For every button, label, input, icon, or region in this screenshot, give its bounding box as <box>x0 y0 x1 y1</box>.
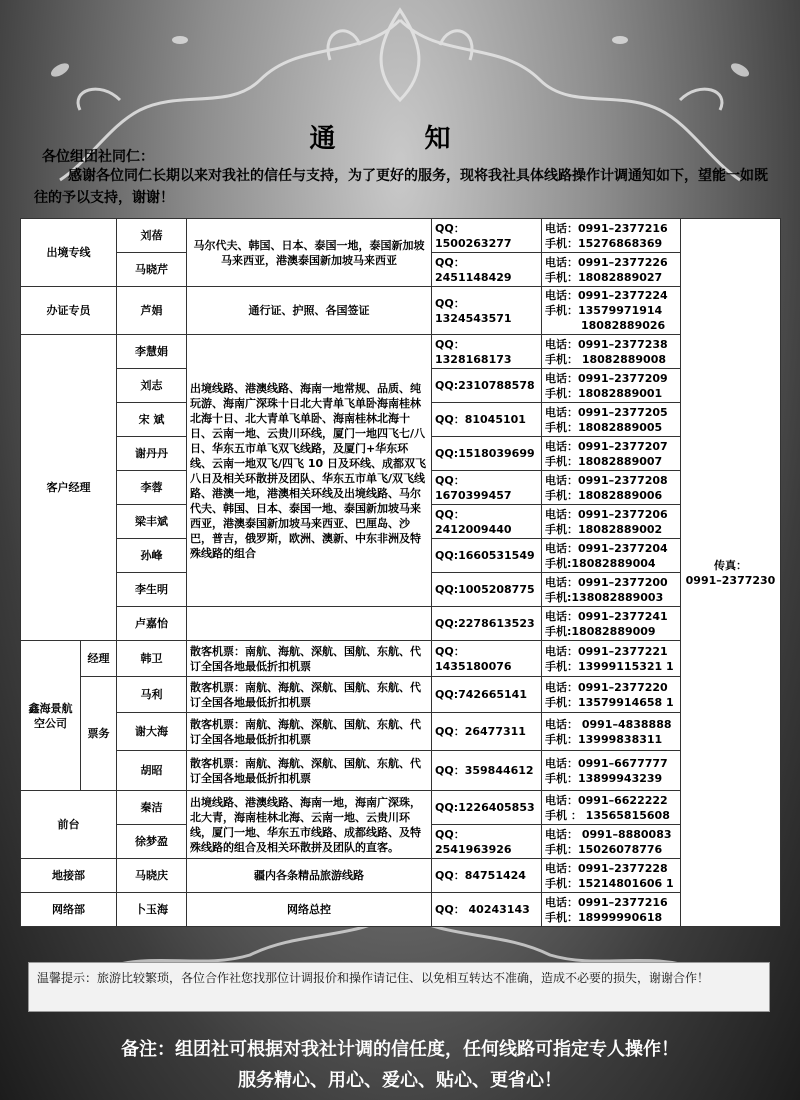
contact: 电话：0991–2377238 手机： 18082889008 <box>542 335 681 369</box>
footer-remark: 备注：组团社可根据对我社计调的信任度，任何线路可指定专人操作！ <box>121 1039 679 1060</box>
contact: 电话：0991–2377206 手机：18082889002 <box>542 505 681 539</box>
person-name: 卢嘉怡 <box>117 607 187 641</box>
qq: QQ:2278613523 <box>432 607 542 641</box>
person-name: 卜玉海 <box>117 893 187 927</box>
person-name: 谢大海 <box>117 713 187 751</box>
contact: 电话：0991–2377205 手机：18082889005 <box>542 403 681 437</box>
intro-text: 感谢各位同仁长期以来对我社的信任与支持，为了更好的服务，现将我社具体线路操作计调通知如下，望能一如既往的予以支持，谢谢！ <box>34 168 768 206</box>
greeting: 各位组团社同仁： <box>42 149 154 165</box>
contact-table <box>20 218 781 927</box>
contact: 电话：0991–2377207 手机：18082889007 <box>542 437 681 471</box>
qq: QQ:1226405853 <box>432 791 542 825</box>
qq: QQ： 40243143 <box>432 893 542 927</box>
role-ticket: 票务 <box>81 677 117 791</box>
table-row <box>21 751 781 791</box>
qq: QQ：81045101 <box>432 403 542 437</box>
qq: QQ:742665141 <box>432 677 542 713</box>
table-row <box>21 713 781 751</box>
contact: 电话：0991–2377226 手机：18082889027 <box>542 253 681 287</box>
table-row <box>21 287 781 335</box>
contact: 电话：0991–2377208 手机：18082889006 <box>542 471 681 505</box>
contact: 电话：0991–2377228 手机：15214801606 1 <box>542 859 681 893</box>
qq: QQ:1005208775 <box>432 573 542 607</box>
table-row <box>21 607 781 641</box>
role-manager: 经理 <box>81 641 117 677</box>
person-name: 谢丹丹 <box>117 437 187 471</box>
qq: QQ：1328168173 <box>432 335 542 369</box>
service-ticket: 散客机票：南航、海航、深航、国航、东航、代订全国各地最低折扣机票 <box>187 713 432 751</box>
contact: 电话：0991–2377220 手机：13579914658 1 <box>542 677 681 713</box>
person-name: 李蓉 <box>117 471 187 505</box>
service-ticket: 散客机票：南航、海航、深航、国航、东航、代订全国各地最低折扣机票 <box>187 677 432 713</box>
person-name: 马晓芹 <box>117 253 187 287</box>
qq: QQ：1500263277 <box>432 219 542 253</box>
service-ticket: 散客机票：南航、海航、深航、国航、东航、代订全国各地最低折扣机票 <box>187 751 432 791</box>
person-name: 李慧娟 <box>117 335 187 369</box>
person-name: 胡昭 <box>117 751 187 791</box>
group-visa: 办证专员 <box>21 287 117 335</box>
person-name: 李生明 <box>117 573 187 607</box>
table-row <box>21 677 781 713</box>
service-ticket: 散客机票：南航、海航、深航、国航、东航、代订全国各地最低折扣机票 <box>187 641 432 677</box>
person-name: 刘蓓 <box>117 219 187 253</box>
service-network: 网络总控 <box>187 893 432 927</box>
qq: QQ：359844612 <box>432 751 542 791</box>
contact: 电话：0991–2377216 手机：18999990618 <box>542 893 681 927</box>
table-row <box>21 335 781 369</box>
contact: 电话：0991–2377221 手机：13999115321 1 <box>542 641 681 677</box>
person-name: 韩卫 <box>117 641 187 677</box>
service-visa: 通行证、护照、各国签证 <box>187 287 432 335</box>
table-row <box>21 641 781 677</box>
person-name: 马利 <box>117 677 187 713</box>
person-name: 徐梦盈 <box>117 825 187 859</box>
person-name: 芦娟 <box>117 287 187 335</box>
qq: QQ：1435180076 <box>432 641 542 677</box>
qq: QQ：2412009440 <box>432 505 542 539</box>
person-name: 刘志 <box>117 369 187 403</box>
contact: 电话：0991–2377241 手机:18082889009 <box>542 607 681 641</box>
contact: 电话：0991–2377204 手机:18082889004 <box>542 539 681 573</box>
qq: QQ：2541963926 <box>432 825 542 859</box>
qq: QQ：84751424 <box>432 859 542 893</box>
group-account: 客户经理 <box>21 335 117 641</box>
person-name: 梁丰斌 <box>117 505 187 539</box>
table-row <box>21 791 781 825</box>
contact: 电话： 0991–8880083 手机：15026078776 <box>542 825 681 859</box>
group-outbound: 出境专线 <box>21 219 117 287</box>
contact: 电话：0991–2377216 手机：15276868369 <box>542 219 681 253</box>
qq: QQ:1660531549 <box>432 539 542 573</box>
person-name: 马晓庆 <box>117 859 187 893</box>
group-front: 前台 <box>21 791 117 859</box>
contact: 电话：0991–6677777 手机：13899943239 <box>542 751 681 791</box>
service-account: 出境线路、港澳线路、海南一地常规、品质、纯玩游、海南广深珠十日北大青单飞单卧海南桂林北海十日、北大青单飞单卧、海南桂林北海十日、云南一地、云贵川环线，厦门一地四飞七/八日、华东五市单飞双飞线路，及厦门+华东环线、云南一地双飞/四飞 10 日及环线、成都双飞八日及相关环散拼及团队、华东五市单飞/双飞线路、港澳一地，港澳相关环线及出境线路、马尔代夫、韩国、日本、泰国一地、泰国新加坡马来西亚，港澳泰国新加坡马来西亚、巴厘岛、沙巴，普吉，俄罗斯，欧洲、澳新、中东非洲及特殊线路的组合 <box>187 335 432 607</box>
group-ground: 地接部 <box>21 859 117 893</box>
contact: 电话：0991–2377209 手机：18082889001 <box>542 369 681 403</box>
contact: 电话：0991–6622222 手机 ： 13565815608 <box>542 791 681 825</box>
person-name: 秦洁 <box>117 791 187 825</box>
notice-box: 温馨提示：旅游比较繁琐，各位合作社您找那位计调报价和操作请记住、以免相互转达不准确，造成不必要的损失，谢谢合作！ <box>28 962 770 1012</box>
group-network: 网络部 <box>21 893 117 927</box>
table-row <box>21 859 781 893</box>
footer-slogan: 服务精心、用心、爱心、贴心、更省心！ <box>238 1070 562 1091</box>
service-ground: 疆内各条精品旅游线路 <box>187 859 432 893</box>
service-front: 出境线路、港澳线路、海南一地，海南广深珠，北大青，海南桂林北海、云南一地、云贵川环线，厦门一地、华东五市线路、成都线路、及特殊线路的组合及相关环散拼及团队的直客。 <box>187 791 432 859</box>
service-outbound: 马尔代夫、韩国、日本、泰国一地，泰国新加坡马来西亚，港澳泰国新加坡马来西亚 <box>187 219 432 287</box>
table-row <box>21 893 781 927</box>
contact: 电话：0991–2377200 手机:138082889003 <box>542 573 681 607</box>
qq: QQ:1518039699 <box>432 437 542 471</box>
contact: 电话：0991–2377224 手机：13579971914 18082889026 <box>542 287 681 335</box>
qq: QQ:2310788578 <box>432 369 542 403</box>
qq: QQ：1670399457 <box>432 471 542 505</box>
page-title: 通 知 <box>309 124 491 154</box>
person-name: 孙峰 <box>117 539 187 573</box>
qq: QQ：26477311 <box>432 713 542 751</box>
empty-service <box>187 607 432 641</box>
fax-cell: 传真： 0991–2377230 <box>681 219 781 927</box>
contact: 电话： 0991–4838888 手机：13999838311 <box>542 713 681 751</box>
qq: QQ：2451148429 <box>432 253 542 287</box>
group-airline: 鑫海景航空公司 <box>21 641 81 791</box>
qq: QQ：1324543571 <box>432 287 542 335</box>
person-name: 宋 斌 <box>117 403 187 437</box>
table-row <box>21 219 781 253</box>
